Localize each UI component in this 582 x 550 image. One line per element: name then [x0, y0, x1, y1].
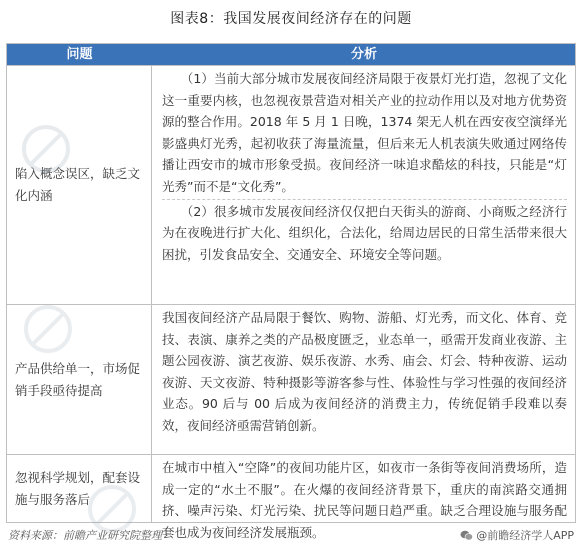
brand-label: @前瞻经济学人APP [476, 529, 574, 542]
brand-credit [460, 527, 574, 543]
analysis-cell [153, 305, 575, 454]
footer [8, 527, 574, 543]
analysis-paragraph: （1）当前大部分城市发展夜间经济局限于夜景灯光打造，忽视了文化这一重要内核，也忽视夜景营造对相关产业的拉动作用以及对地方优势资源的整合作用。2018 年 5 月 1 日晚，1374 架无人机在西安夜空演绎光影盛典灯光秀，起初收获了海量流量，但后来无人机表演失败通过网络传播让西安市的城市形象受损。夜间经济一味追求酷炫的科技，只能是“灯光秀”而不是“文化秀”。 [162, 71, 567, 194]
problem-cell: 陷入概念误区，缺乏文化内涵 [7, 66, 152, 304]
wechat-icon [460, 530, 473, 541]
watermark-logo [11, 114, 81, 184]
table-row [7, 304, 575, 454]
problem-cell: 忽视科学规划，配套设施与服务落后 [7, 455, 152, 522]
analysis-paragraph: （2）很多城市发展夜间经济仅仅把白天街头的游商、小商贩之经济行为在夜晚进行扩大化、组织化，合法化，给周边居民的日常生活带来很大困扰，引发食品安全、交通安全、环境安全等问题。 [162, 203, 567, 262]
watermark-logo [13, 294, 83, 364]
source-note: 资料来源：前瞻产业研究院整理 [8, 529, 162, 542]
header-problem: 问题 [66, 47, 93, 62]
paragraph-divider [162, 199, 567, 200]
analysis-cell [153, 66, 575, 304]
table-row [7, 65, 575, 304]
table-header [7, 44, 575, 65]
analysis-paragraph: 我国夜间经济产品局限于餐饮、购物、游船、灯光秀，而文化、体育、竞技、表演、康养之类的产品极度匮乏，业态单一，亟需开发商业夜游、主题公园夜游、演艺夜游、娱乐夜游、水秀、庙会、灯会、特种夜游、运动夜游、天文夜游、特种摄影等游客参与性、体验性与学习性强的夜间经济业态。90 后与 00 后成为夜间经济的消费主力，传统促销手段难以奏效，夜间经济亟需营销创新。 [162, 310, 567, 433]
analysis-paragraph: 在城市中植入“空降”的夜间功能片区，如夜市一条街等夜间消费场所，造成一定的“水土不服”。在火爆的夜间经济背景下，重庆的南滨路交通拥挤、噪声污染、灯光污染、扰民等问题日趋严重。缺乏合理设施与服务配套也成为夜间经济发展瓶颈。 [162, 460, 567, 540]
problem-cell: 产品供给单一，市场促销手段亟待提高 [7, 305, 152, 454]
header-analysis: 分析 [350, 47, 377, 62]
figure-title: 图表8：我国发展夜间经济存在的问题 [170, 11, 412, 27]
